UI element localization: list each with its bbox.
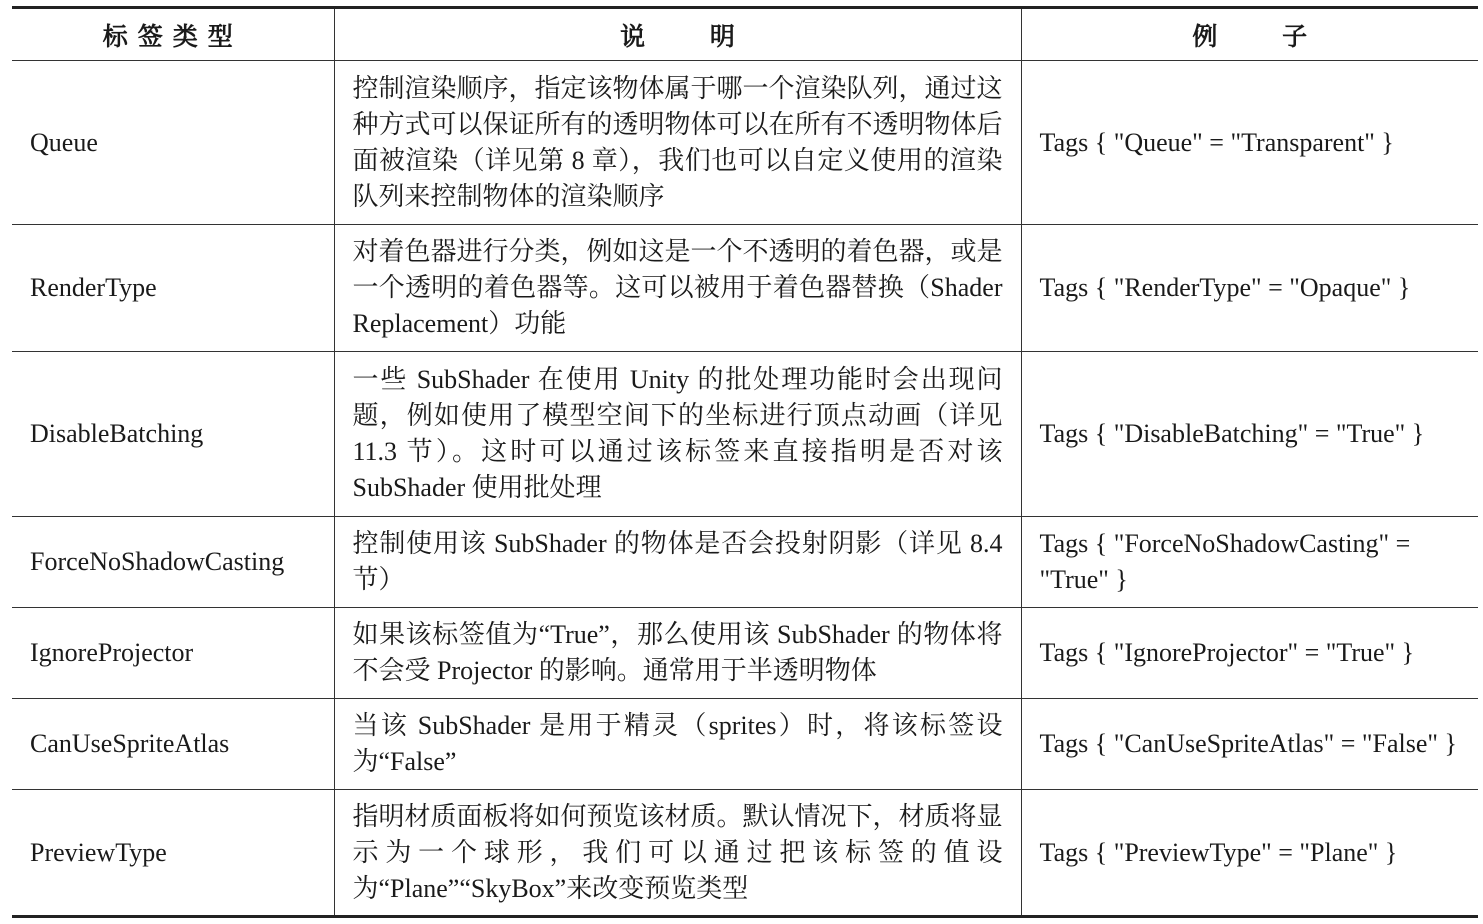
- table-row: [12, 225, 1478, 352]
- tag-name-cell: ForceNoShadowCasting: [12, 517, 334, 608]
- example-cell: Tags { "Queue" = "Transparent" }: [1021, 61, 1478, 225]
- example-cell: Tags { "ForceNoShadowCasting" = "True" }: [1021, 517, 1478, 608]
- table-row: [12, 61, 1478, 225]
- example-cell: Tags { "DisableBatching" = "True" }: [1021, 352, 1478, 517]
- table-header-row: [12, 8, 1478, 61]
- description-cell: 如果该标签值为“True”，那么使用该 SubShader 的物体将不会受 Projector 的影响。通常用于半透明物体: [334, 608, 1021, 699]
- example-cell: Tags { "CanUseSpriteAtlas" = "False" }: [1021, 699, 1478, 790]
- description-cell: 指明材质面板将如何预览该材质。默认情况下，材质将显示为一个球形，我们可以通过把该标签的值设为“Plane”“SkyBox”来改变预览类型: [334, 790, 1021, 917]
- header-description: 说 明: [334, 8, 1021, 61]
- tag-name-cell: DisableBatching: [12, 352, 334, 517]
- table-row: [12, 352, 1478, 517]
- table-row: [12, 699, 1478, 790]
- description-cell: 当该 SubShader 是用于精灵（sprites）时，将该标签设为“False”: [334, 699, 1021, 790]
- header-tag-type: 标签类型: [12, 8, 334, 61]
- tag-name-cell: IgnoreProjector: [12, 608, 334, 699]
- header-example: 例 子: [1021, 8, 1478, 61]
- description-cell: 一些 SubShader 在使用 Unity 的批处理功能时会出现问题，例如使用了模型空间下的坐标进行顶点动画（详见 11.3 节）。这时可以通过该标签来直接指明是否对该 SubShader 使用批处理: [334, 352, 1021, 517]
- example-cell: Tags { "PreviewType" = "Plane" }: [1021, 790, 1478, 917]
- description-cell: 控制使用该 SubShader 的物体是否会投射阴影（详见 8.4 节）: [334, 517, 1021, 608]
- description-cell: 对着色器进行分类，例如这是一个不透明的着色器，或是一个透明的着色器等。这可以被用于着色器替换（Shader Replacement）功能: [334, 225, 1021, 352]
- example-cell: Tags { "RenderType" = "Opaque" }: [1021, 225, 1478, 352]
- tag-name-cell: RenderType: [12, 225, 334, 352]
- table-row: [12, 790, 1478, 917]
- description-cell: 控制渲染顺序，指定该物体属于哪一个渲染队列，通过这种方式可以保证所有的透明物体可以在所有不透明物体后面被渲染（详见第 8 章），我们也可以自定义使用的渲染队列来控制物体的渲染顺序: [334, 61, 1021, 225]
- tag-name-cell: Queue: [12, 61, 334, 225]
- tag-name-cell: CanUseSpriteAtlas: [12, 699, 334, 790]
- table-row: [12, 517, 1478, 608]
- shader-tags-table: [12, 6, 1478, 918]
- tag-name-cell: PreviewType: [12, 790, 334, 917]
- example-cell: Tags { "IgnoreProjector" = "True" }: [1021, 608, 1478, 699]
- table-row: [12, 608, 1478, 699]
